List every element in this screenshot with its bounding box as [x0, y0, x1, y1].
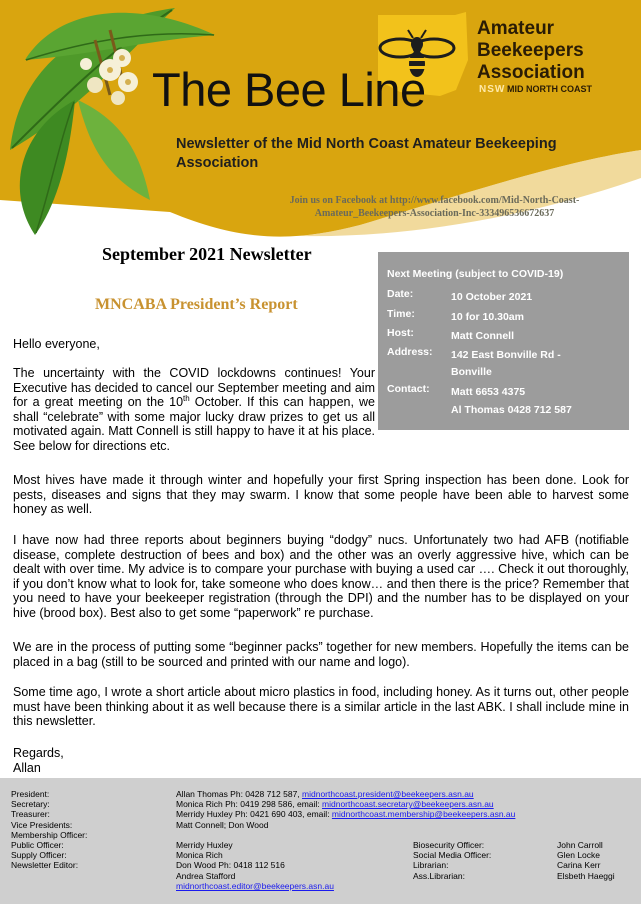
editor-email-link[interactable]: midnorthcoast.editor@beekeepers.asn.au [176, 880, 334, 891]
next-meeting-box: Next Meeting (subject to COVID-19) Date: 10 October 2021 Time: 10 for 10.30am Host: Matt Connell Address: 142 East Bonville Rd - Bonville Contact: Matt 6653 4375 Al Thomas 0428 712 587 [378, 252, 629, 430]
meeting-heading: Next Meeting (subject to COVID-19) [387, 268, 564, 280]
footer-roles-2: Biosecurity Officer: Social Media Officer: Librarian: Ass.Librarian: [413, 840, 492, 881]
newsletter-subtitle: Newsletter of the Mid North Coast Amateur Beekeeping Association [176, 136, 557, 171]
president-email-link[interactable]: midnorthcoast.president@beekeepers.asn.au [302, 789, 474, 799]
regards: Regards, [13, 746, 64, 760]
greeting: Hello everyone, [13, 337, 100, 351]
footer-officers-2: Merridy Huxley Monica Rich Don Wood Ph: 0418 112 516 Andrea Stafford midnorthcoast.editor@beekeepers.asn.au [176, 840, 334, 891]
footer-names-2: John Carroll Glen Locke Carina Kerr Elsbeth Haeggi [557, 840, 615, 881]
paragraph-hives: Most hives have made it through winter and hopefully your first Spring inspection has been done. Look for pests, diseases and signs that they may swarm. I know that some people have been able to harvest some honey as well. [13, 473, 629, 517]
issue-title: September 2021 Newsletter [102, 244, 312, 264]
paragraph-nucs: I have now had three reports about beginners buying “dodgy” nucs. Unfortunately two had AFB (notifiable disease, complete destruction of bees and box) and the other was an overly aggressive hive, which can be dealt with over time. My advice is to compare your purchase with buying a used car …. Check it out thoroughly, if you don’t know what to look for, take someone who does know… and then there is the price? Remember that you need to have your beekeeper registration (through the DPI) and the number has to be displayed on your hive (brood box). Best also to get some “paperwork” re purchase. [13, 533, 629, 620]
paragraph-beginner-packs: We are in the process of putting some “beginner packs” together for new members. Hopefully the items can be placed in a bag (still to be sourced and printed with our name and logo). [13, 640, 629, 669]
footer-roles: President: Secretary: Treasurer: Vice Presidents: Membership Officer: Public Officer: Supply Officer: Newsletter Editor: [11, 789, 88, 871]
committee-footer [0, 778, 641, 904]
newsletter-masthead-title: The Bee Line [152, 63, 426, 116]
facebook-link[interactable]: Join us on Facebook at http://www.facebook.com/Mid-North-Coast-Amateur_Beekeepers-Association-Inc-333496536672637 [289, 195, 580, 219]
nsw-label: NSW [479, 84, 506, 95]
membership-email-link[interactable]: midnorthcoast.membership@beekeepers.asn.au [331, 809, 516, 820]
footer-officers: Allan Thomas Ph: 0428 712 587, midnorthcoast.president@beekeepers.asn.au Monica Rich Ph: 0419 298 586, email: midnorthcoast.secretary@beekeepers.asn.au Merridy Huxley Ph: 0421 690 403, email: midnorthcoast.membership@beekeepers.asn.au Matt Connell; Don Wood [176, 789, 516, 830]
paragraph-covid: The uncertainty with the COVID lockdowns continues! Your Executive has decided to cancel our September meeting and aim for a great meeting on the 10th October. If this can happen, we shall “celebrate” with some major lucky draw prizes to get us all motivated again. Matt Connell is still happy to have it at his place. See below for directions etc. [13, 366, 375, 453]
paragraph-microplastics: Some time ago, I wrote a short article about micro plastics in food, including honey. As it turns out, other people must have been thinking about it as well because there is a similar article in the last ABK. I shall include mine in this newsletter. [13, 685, 629, 729]
region-label: MID NORTH COAST [507, 84, 592, 94]
signature: Allan [13, 761, 41, 775]
secretary-email-link[interactable]: midnorthcoast.secretary@beekeepers.asn.au [322, 799, 494, 810]
association-name: Amateur Beekeepers Association [477, 18, 585, 83]
report-heading: MNCABA President’s Report [95, 296, 298, 313]
